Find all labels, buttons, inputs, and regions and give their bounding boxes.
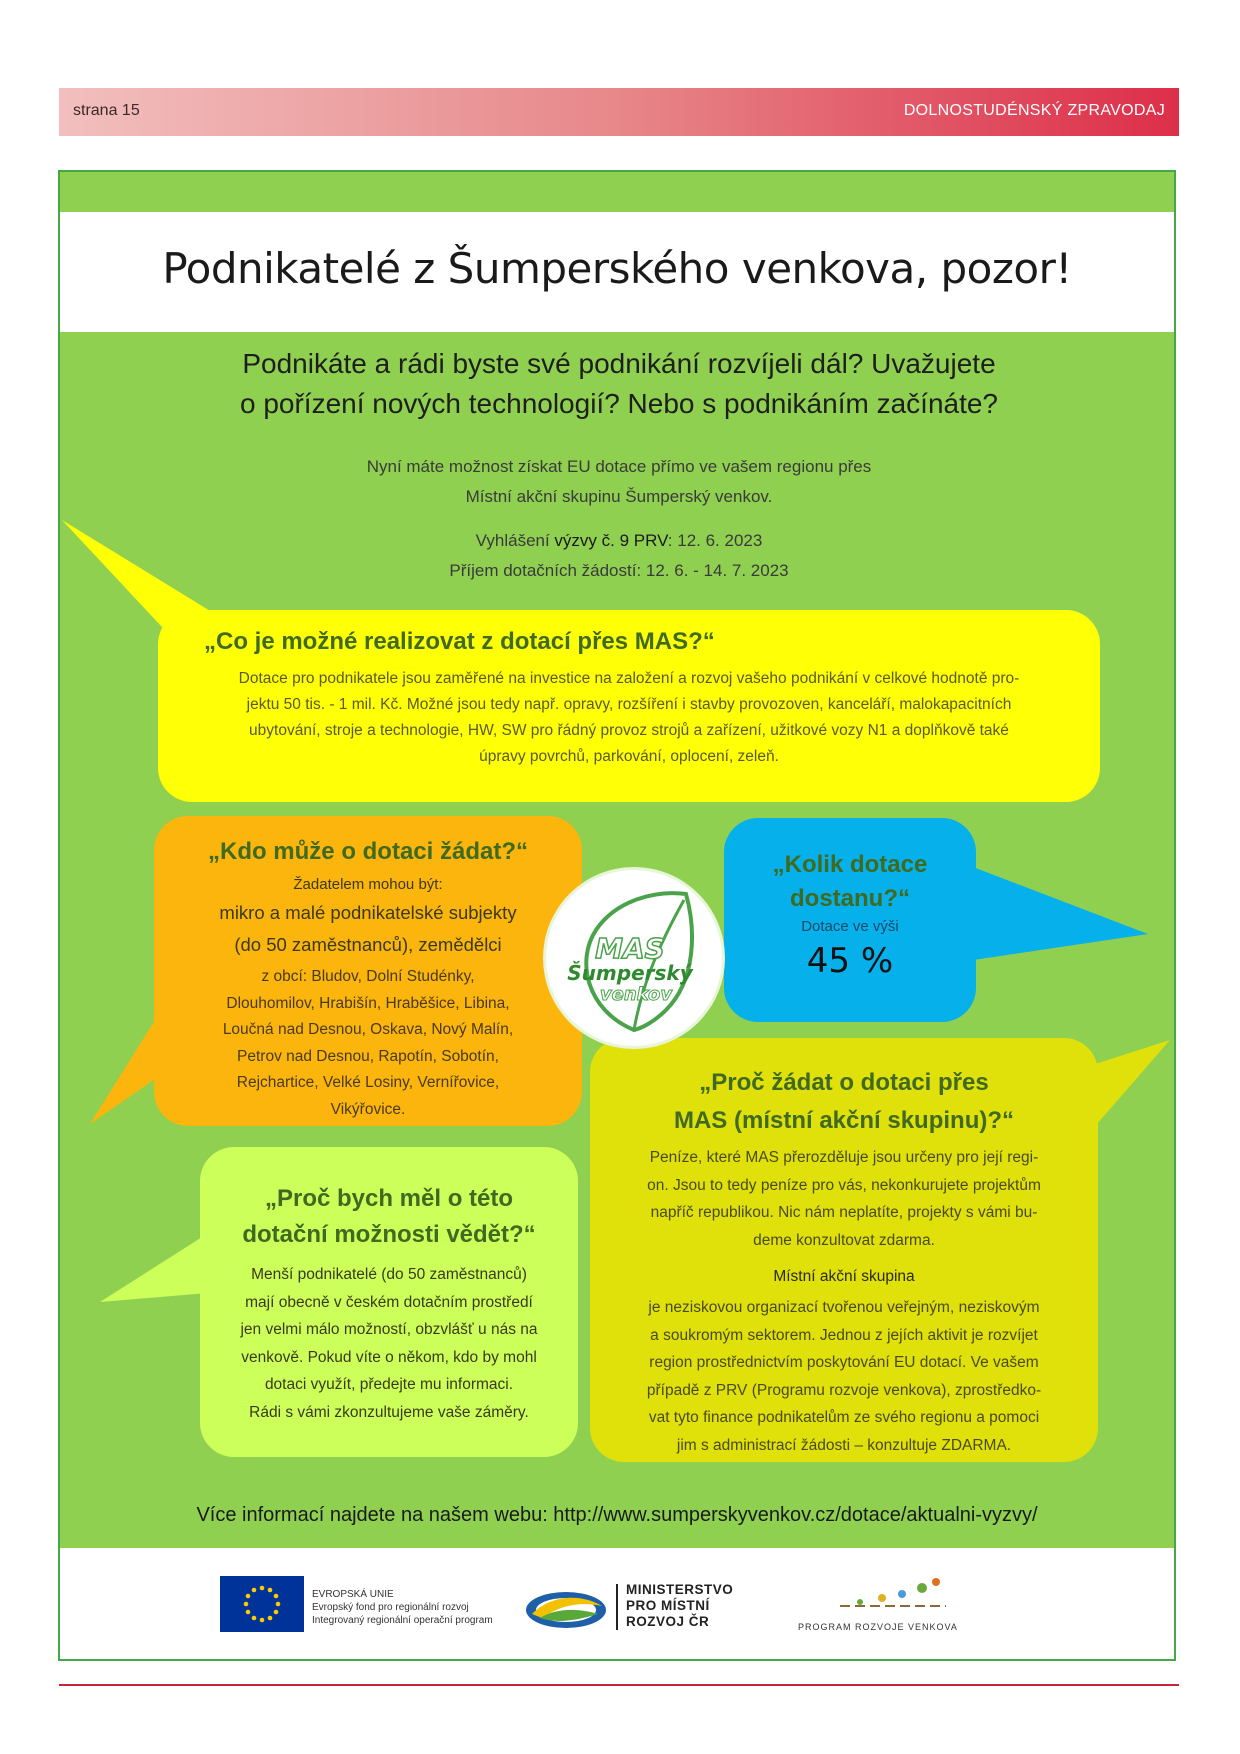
mmr-divider [616, 1584, 618, 1630]
box-what-heading: „Co je možné realizovat z dotací přes MAS?“ [204, 628, 715, 655]
box-why-mas [590, 1038, 1098, 1462]
box-whymas-line: vat tyto finance podnikatelům ze svého regionu a pomoci [648, 1409, 1040, 1426]
eu-flag-icon [220, 1576, 304, 1632]
box-who-heading: „Kdo může o dotaci žádat?“ [207, 838, 528, 865]
subtitle-line-2: o pořízení nových technologií? Nebo s podnikáním začínáte? [239, 388, 999, 419]
mmr-line-2: PRO MÍSTNÍ [626, 1598, 710, 1613]
mas-leaf-icon [546, 870, 722, 1046]
mmr-line-3: ROZVOJ ČR [626, 1614, 710, 1629]
box-whymas-line: a soukromým sektorem. Jednou z jejích aktivit je rozvíjet [650, 1326, 1038, 1344]
box-whymas-line: region prostřednictvím poskytování EU dotací. Ve vašem [649, 1354, 1039, 1371]
box-whymas-line: jim s administrací žádosti – konzultuje ZDARMA. [676, 1436, 1012, 1454]
prv-logo-icon [838, 1574, 948, 1614]
box-whyknow-line: Rádi s vámi zkonzultujeme vaše záměry. [249, 1403, 529, 1421]
box-how-much [724, 818, 976, 1022]
box-whyknow-body [220, 1261, 558, 1426]
call-name: výzvy č. 9 PRV [554, 531, 668, 550]
box-whymas-heading-2: MAS (místní akční skupinu)?“ [673, 1107, 1015, 1134]
page-footer-line [59, 1684, 1179, 1686]
eu-text [312, 1588, 493, 1627]
box-what-line: jektu 50 tis. - 1 mil. Kč. Možné jsou tedy např. opravy, rozšíření i stavby provozoven, kanceláří, malokapacitních [246, 696, 1012, 713]
eu-stars-icon [220, 1576, 304, 1632]
box-what-line: Dotace pro podnikatele jsou zaměřené na investice na založení a rozvoj vašeho podnikání v celkové hodnotě pro- [238, 670, 1020, 687]
box-whymas-line: deme konzultovat zdarma. [753, 1231, 935, 1249]
applicants-type-line-1: mikro a malé podnikatelské subjekty [219, 902, 517, 923]
box-whymas-line: je neziskovou organizací tvořenou veřejným, neziskovým [648, 1299, 1040, 1316]
box-whymas-body [610, 1144, 1078, 1254]
box-whymas-line: případě z PRV (Programu rozvoje venkova), zprostředko- [646, 1381, 1042, 1399]
box-what-body [192, 666, 1066, 770]
poster-title: Podnikatelé z Šumperského venkova, pozor! [162, 244, 1072, 293]
box-whyknow-line: jen velmi málo možností, obzvlášť u nás na [240, 1321, 538, 1338]
applicants-label: Žadatelem mohou být: [293, 876, 443, 893]
box-whyknow-heading-1: „Proč bych měl o této [264, 1185, 514, 1212]
subsidy-label: Dotace ve výši [801, 918, 899, 935]
box-what-line: ubytování, stroje a technologie, HW, SW pro řádný provoz strojů a zařízení, užitkové vozy N1 a doplňkově také [249, 722, 1009, 739]
box-why-know [200, 1147, 578, 1457]
call-date: : 12. 6. 2023 [667, 531, 763, 550]
subtitle-line-1: Podnikáte a rádi byste své podnikání rozvíjeli dál? Uvažujete [242, 348, 996, 379]
mmr-text [626, 1582, 733, 1630]
logo-mas-text: MAS [595, 932, 665, 965]
municipalities-line: Petrov nad Desnou, Rapotín, Sobotín, [237, 1047, 499, 1065]
box-whyknow-line: Menší podnikatelé (do 50 zaměstnanců) [251, 1266, 527, 1283]
applications-period: Příjem dotačních žádostí: 12. 6. - 14. 7. 2023 [449, 561, 789, 580]
partner-logos [60, 1548, 1174, 1661]
municipalities-list [174, 964, 562, 1123]
municipalities-line: Loučná nad Desnou, Oskava, Nový Malín, [222, 1021, 514, 1038]
mmr-logo-icon [522, 1584, 610, 1632]
subsidy-percent: 45 % [806, 941, 894, 981]
eu-line-2: Evropský fond pro regionální rozvoj [312, 1602, 469, 1613]
municipalities-line: Rejchartice, Velké Losiny, Vernířovice, [236, 1074, 500, 1091]
prv-text: PROGRAM ROZVOJE VENKOVA [798, 1622, 958, 1632]
box-what-line: úpravy povrchů, parkování, oplocení, zeleň. [479, 748, 779, 765]
poster [58, 170, 1176, 1661]
mas-subheading: Místní akční skupina [773, 1268, 915, 1285]
mas-logo [546, 870, 722, 1046]
box-who-can-apply [154, 816, 582, 1126]
box-whymas-line: Peníze, které MAS přerozděluje jsou určeny pro její regi- [649, 1149, 1039, 1166]
box-whyknow-heading-2: dotační možnosti vědět?“ [242, 1221, 536, 1248]
page-header [59, 88, 1179, 136]
box-whymas-body-2 [610, 1294, 1078, 1459]
box-whymas-line: on. Jsou to tedy peníze pro vás, nekonkurujete projektům [647, 1176, 1041, 1194]
page-number: strana 15 [73, 102, 140, 119]
box-whymas-heading-1: „Proč žádat o dotaci přes [699, 1069, 989, 1096]
logo-venkov-text: venkov [599, 984, 673, 1005]
intro-line-1: Nyní máte možnost získat EU dotace přímo ve vašem regionu přes [366, 457, 872, 476]
eu-line-3: Integrovaný regionální operační program [312, 1615, 493, 1626]
municipalities-line: Vikýřovice. [330, 1100, 406, 1118]
municipalities-line: Dlouhomilov, Hrabišín, Hraběšice, Libina, [226, 994, 510, 1012]
applicants-type-line-2: (do 50 zaměstnanců), zemědělci [234, 934, 502, 955]
cyan-bubble-tail [960, 862, 1148, 962]
box-whymas-line: napříč republikou. Nic nám neplatíte, projekty s vámi bu- [650, 1204, 1038, 1221]
box-whyknow-line: dotaci využít, předejte mu informaci. [264, 1376, 514, 1393]
call-prefix: Vyhlášení [475, 531, 555, 550]
intro-line-2: Místní akční skupinu Šumperský venkov. [465, 487, 773, 506]
box-whyknow-line: venkově. Pokud víte o někom, kdo by mohl [241, 1348, 537, 1366]
municipalities-line: z obcí: Bludov, Dolní Studénky, [261, 968, 475, 985]
newsletter-title: DOLNOSTUDÉNSKÝ ZPRAVODAJ [903, 102, 1165, 119]
more-info-link[interactable]: Více informací najdete na našem webu: http://www.sumperskyvenkov.cz/dotace/aktualni-vyzvy/ [196, 1504, 1038, 1526]
box-howmuch-heading-1: „Kolik dotace [772, 851, 928, 878]
mmr-line-1: MINISTERSTVO [626, 1582, 734, 1597]
box-what-can-be-funded [158, 610, 1100, 802]
eu-line-1: EVROPSKÁ UNIE [312, 1589, 394, 1600]
box-howmuch-heading-2: dostanu?“ [790, 885, 910, 912]
logo-sumpersky-text: Šumperský [567, 961, 693, 985]
box-whyknow-line: mají obecně v českém dotačním prostředí [245, 1293, 533, 1311]
